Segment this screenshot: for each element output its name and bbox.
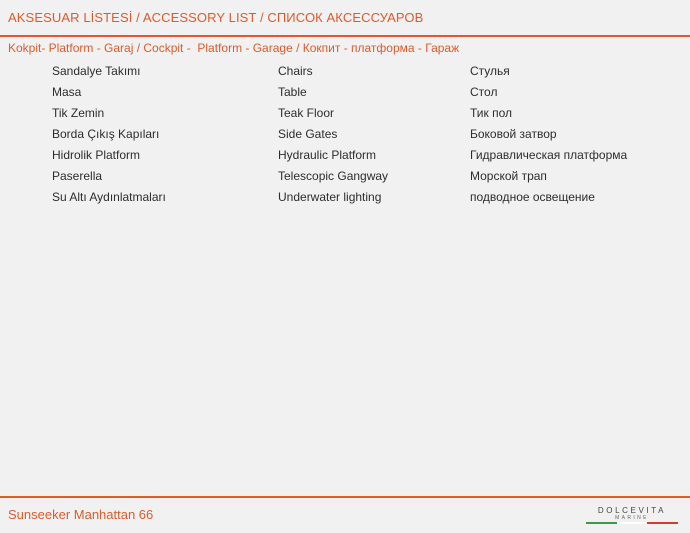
item-english: Hydraulic Platform [278, 148, 377, 162]
accessory-table [0, 60, 690, 207]
logo-wordmark: DOLCEVITA [597, 506, 667, 515]
table-row [0, 81, 690, 102]
table-row [0, 60, 690, 81]
item-turkish: Hidrolik Platform [52, 148, 141, 162]
logo-flag-stripes [586, 522, 678, 524]
dolcevita-logo [584, 506, 680, 528]
item-english: Telescopic Gangway [278, 169, 389, 183]
item-english: Chairs [278, 64, 313, 78]
item-english: Side Gates [278, 127, 338, 141]
item-turkish: Masa [52, 85, 82, 99]
footer-divider [0, 496, 690, 498]
table-row [0, 102, 690, 123]
item-russian: Морской трап [470, 169, 547, 183]
item-russian: Стол [470, 85, 498, 99]
item-turkish: Borda Çıkış Kapıları [52, 127, 160, 141]
item-turkish: Su Altı Aydınlatmaları [52, 190, 166, 204]
item-russian: Тик пол [470, 106, 512, 120]
item-russian: Боковой затвор [470, 127, 557, 141]
item-russian: Стулья [470, 64, 510, 78]
item-english: Underwater lighting [278, 190, 382, 204]
section-title: Kokpit- Platform - Garaj / Cockpit - Platform - Garage / Кокпит - платформа - Гараж [8, 41, 460, 55]
table-row [0, 144, 690, 165]
footer-model-name: Sunseeker Manhattan 66 [8, 507, 154, 522]
table-row [0, 123, 690, 144]
logo-subtitle: MARINE [615, 515, 649, 521]
table-row [0, 165, 690, 186]
item-turkish: Tik Zemin [52, 106, 105, 120]
header-divider [0, 35, 690, 37]
item-turkish: Paserella [52, 169, 103, 183]
page-title: AKSESUAR LİSTESİ / ACCESSORY LIST / СПИСОК АКСЕССУАРОВ [8, 10, 424, 25]
table-row [0, 186, 690, 207]
item-english: Teak Floor [278, 106, 335, 120]
item-russian: подводное освещение [470, 190, 595, 204]
item-russian: Гидравлическая платформа [470, 148, 628, 162]
item-turkish: Sandalye Takımı [52, 64, 141, 78]
item-english: Table [278, 85, 307, 99]
